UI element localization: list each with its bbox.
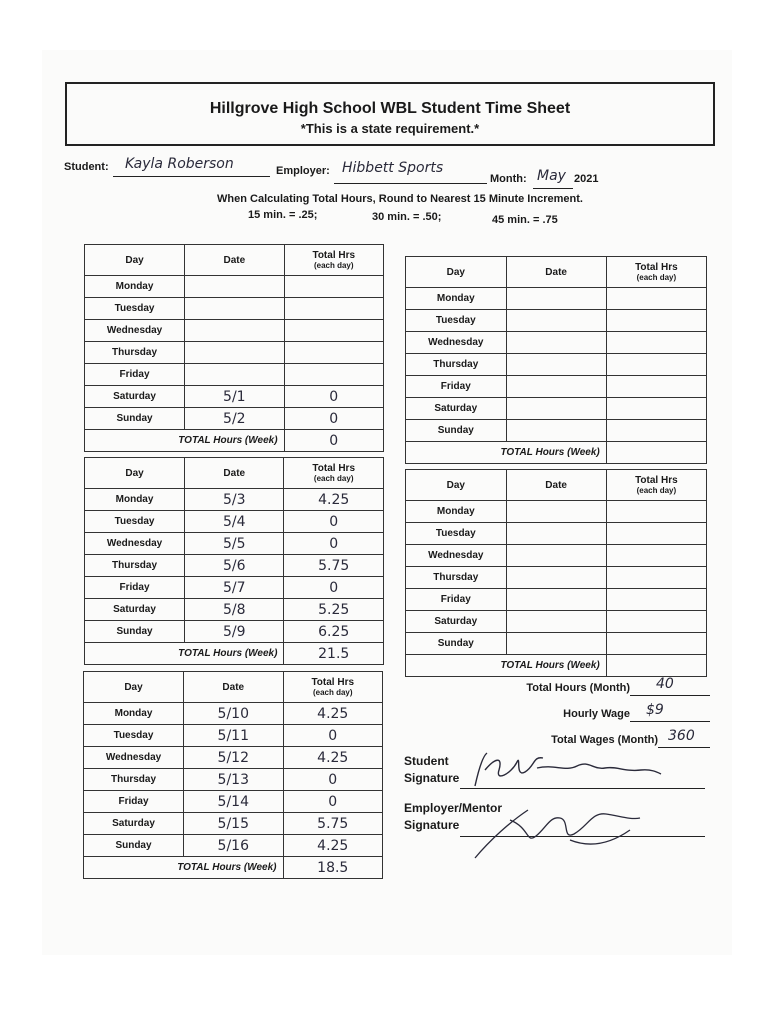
table-row (85, 408, 384, 430)
table-row (406, 611, 707, 633)
hours-cell[interactable]: 0 (283, 769, 383, 791)
table-row (406, 420, 707, 442)
hours-cell[interactable] (606, 633, 706, 655)
month-value: May (537, 168, 566, 184)
day-cell: Sunday (85, 621, 185, 643)
date-cell[interactable] (506, 545, 606, 567)
col-each-day-label: (each day) (313, 261, 354, 270)
date-cell[interactable] (185, 276, 284, 298)
hours-cell[interactable] (606, 501, 706, 523)
rounding-15: 15 min. = .25; (248, 209, 318, 221)
hours-cell[interactable]: 4.25 (283, 747, 383, 769)
student-sig-line1: Student (404, 754, 449, 768)
employer-sig-line2: Signature (404, 818, 460, 832)
date-cell[interactable]: 5/14 (184, 791, 283, 813)
date-cell[interactable]: 5/6 (185, 555, 284, 577)
week-total-value[interactable]: 21.5 (284, 643, 384, 665)
day-cell: Tuesday (406, 310, 507, 332)
week-total-value[interactable]: 0 (284, 430, 383, 452)
col-date: Date (506, 470, 606, 501)
table-row (85, 489, 384, 511)
table-row (85, 298, 384, 320)
total-hours-month-label: Total Hours (Month) (526, 682, 630, 694)
table-row (84, 835, 383, 857)
date-cell[interactable] (506, 633, 606, 655)
day-cell: Thursday (85, 555, 185, 577)
hours-cell[interactable]: 4.25 (283, 835, 383, 857)
table-row (85, 364, 384, 386)
table-header-row (85, 245, 384, 276)
total-hours-month-line (630, 695, 710, 696)
hours-cell[interactable]: 5.25 (284, 599, 384, 621)
day-cell: Saturday (85, 599, 185, 621)
col-day: Day (84, 672, 184, 703)
day-cell: Monday (84, 703, 184, 725)
student-name-value: Kayla Roberson (125, 156, 234, 172)
hours-cell[interactable]: 4.25 (283, 703, 383, 725)
student-signature-mark (465, 748, 665, 793)
date-cell[interactable]: 5/8 (185, 599, 284, 621)
date-cell[interactable] (506, 376, 606, 398)
day-cell: Saturday (406, 398, 507, 420)
date-cell[interactable]: 5/2 (185, 408, 284, 430)
table-row (85, 621, 384, 643)
day-cell: Sunday (406, 633, 507, 655)
day-cell: Saturday (84, 813, 184, 835)
day-cell: Saturday (85, 386, 185, 408)
employer-sig-line1: Employer/Mentor (404, 801, 503, 815)
date-cell[interactable] (506, 501, 606, 523)
week-total-value[interactable]: 18.5 (283, 857, 383, 879)
date-cell[interactable] (506, 589, 606, 611)
day-cell: Thursday (85, 342, 185, 364)
hours-cell[interactable]: 4.25 (284, 489, 384, 511)
total-wages-month-value: 360 (668, 728, 695, 744)
week-table-2 (84, 457, 384, 665)
day-cell: Saturday (406, 611, 507, 633)
table-row (85, 599, 384, 621)
week-total-label: TOTAL Hours (Week) (85, 430, 285, 452)
date-cell[interactable] (185, 342, 284, 364)
employer-label: Employer: (276, 165, 330, 177)
hours-cell[interactable]: 6.25 (284, 621, 384, 643)
hours-cell[interactable] (606, 310, 706, 332)
col-total-hrs (606, 257, 706, 288)
date-cell[interactable] (506, 288, 606, 310)
date-cell[interactable] (506, 354, 606, 376)
col-each-day-label: (each day) (312, 688, 353, 697)
week-total-label: TOTAL Hours (Week) (406, 442, 607, 464)
hours-cell[interactable]: 0 (283, 725, 383, 747)
total-wages-month-line (658, 747, 710, 748)
date-cell[interactable] (506, 567, 606, 589)
day-cell: Wednesday (406, 545, 507, 567)
table-row (406, 633, 707, 655)
date-cell[interactable] (506, 523, 606, 545)
table-row (406, 501, 707, 523)
date-cell[interactable]: 5/15 (184, 813, 283, 835)
col-total-hrs-label: Total Hrs (635, 475, 678, 486)
week-total-row (406, 655, 707, 677)
hours-cell[interactable] (606, 567, 706, 589)
col-total-hrs (284, 245, 383, 276)
table-row (85, 533, 384, 555)
week-table-5 (405, 469, 707, 677)
day-cell: Wednesday (85, 533, 185, 555)
employer-underline (334, 183, 487, 184)
day-cell: Tuesday (85, 511, 185, 533)
date-cell[interactable] (185, 298, 284, 320)
date-cell[interactable]: 5/16 (184, 835, 283, 857)
col-date: Date (185, 245, 284, 276)
hours-cell[interactable] (284, 364, 383, 386)
col-total-hrs-label: Total Hrs (312, 463, 356, 474)
table-row (406, 332, 707, 354)
title-box (65, 82, 715, 146)
week-table-1 (84, 244, 384, 452)
total-hours-month-value: 40 (656, 676, 674, 692)
month-label: Month: (490, 173, 527, 185)
day-cell: Friday (406, 376, 507, 398)
table-row (85, 276, 384, 298)
table-row (406, 376, 707, 398)
day-cell: Monday (406, 501, 507, 523)
table-row (406, 589, 707, 611)
table-row (85, 511, 384, 533)
day-cell: Wednesday (85, 320, 185, 342)
date-cell[interactable]: 5/10 (184, 703, 283, 725)
col-day: Day (406, 257, 507, 288)
day-cell: Sunday (85, 408, 185, 430)
date-cell[interactable]: 5/5 (185, 533, 284, 555)
date-cell[interactable]: 5/9 (185, 621, 284, 643)
date-cell[interactable] (506, 332, 606, 354)
day-cell: Sunday (84, 835, 184, 857)
day-cell: Tuesday (85, 298, 185, 320)
hourly-wage-label: Hourly Wage (563, 708, 630, 720)
col-each-day-label: (each day) (313, 474, 354, 483)
day-cell: Thursday (84, 769, 184, 791)
hours-cell[interactable] (606, 332, 706, 354)
hours-cell[interactable] (606, 354, 706, 376)
table-row (406, 354, 707, 376)
student-label: Student: (64, 161, 109, 173)
table-header-row (84, 672, 383, 703)
table-row (84, 813, 383, 835)
page-subtitle: *This is a state requirement.* (300, 121, 480, 136)
table-row (85, 577, 384, 599)
col-day: Day (85, 458, 185, 489)
rounding-30: 30 min. = .50; (372, 211, 442, 223)
week-total-value[interactable] (606, 442, 706, 464)
col-total-hrs (606, 470, 706, 501)
day-cell: Friday (406, 589, 507, 611)
week-table-3 (83, 671, 383, 879)
hours-cell[interactable]: 0 (284, 577, 384, 599)
date-cell[interactable]: 5/4 (185, 511, 284, 533)
week-total-row (85, 430, 384, 452)
month-underline (533, 188, 573, 189)
day-cell: Monday (406, 288, 507, 310)
date-cell[interactable]: 5/12 (184, 747, 283, 769)
table-row (84, 791, 383, 813)
hours-cell[interactable]: 0 (283, 791, 383, 813)
date-cell[interactable] (506, 420, 606, 442)
day-cell: Sunday (406, 420, 507, 442)
day-cell: Thursday (406, 567, 507, 589)
date-cell[interactable] (506, 611, 606, 633)
hourly-wage-value: $9 (646, 702, 664, 718)
col-each-day-label: (each day) (636, 273, 677, 282)
table-row (84, 703, 383, 725)
week-total-row (406, 442, 707, 464)
col-date: Date (184, 672, 283, 703)
col-day: Day (85, 245, 185, 276)
day-cell: Monday (85, 489, 185, 511)
hours-cell[interactable]: 0 (284, 511, 384, 533)
employer-name-value: Hibbett Sports (342, 160, 444, 176)
table-row (85, 320, 384, 342)
student-underline (113, 176, 270, 177)
day-cell: Friday (84, 791, 184, 813)
hours-cell[interactable] (284, 298, 383, 320)
table-row (406, 398, 707, 420)
table-row (406, 288, 707, 310)
hours-cell[interactable] (284, 276, 383, 298)
table-row (85, 386, 384, 408)
table-row (406, 523, 707, 545)
day-cell: Wednesday (406, 332, 507, 354)
hours-cell[interactable] (606, 523, 706, 545)
hours-cell[interactable]: 0 (284, 386, 383, 408)
hours-cell[interactable]: 0 (284, 408, 383, 430)
page-title: Hillgrove High School WBL Student Time Sheet (209, 100, 571, 117)
hours-cell[interactable] (606, 288, 706, 310)
hours-cell[interactable] (284, 342, 383, 364)
day-cell: Monday (85, 276, 185, 298)
day-cell: Thursday (406, 354, 507, 376)
table-header-row (406, 257, 707, 288)
date-cell[interactable]: 5/13 (184, 769, 283, 791)
table-header-row (406, 470, 707, 501)
week-table-4 (405, 256, 707, 464)
week-total-label: TOTAL Hours (Week) (84, 857, 284, 879)
hours-cell[interactable] (606, 398, 706, 420)
rounding-instruction: When Calculating Total Hours, Round to Nearest 15 Minute Increment. (217, 193, 583, 205)
student-sig-line2: Signature (404, 771, 460, 785)
student-signature-label (404, 753, 459, 787)
hourly-wage-line (630, 721, 710, 722)
table-header-row (85, 458, 384, 489)
table-row (84, 747, 383, 769)
hours-cell[interactable]: 5.75 (284, 555, 384, 577)
hours-cell[interactable] (606, 376, 706, 398)
col-date: Date (185, 458, 284, 489)
table-row (84, 769, 383, 791)
table-row (406, 567, 707, 589)
col-total-hrs-label: Total Hrs (635, 262, 678, 273)
col-each-day-label: (each day) (636, 486, 677, 495)
hours-cell[interactable] (606, 420, 706, 442)
table-row (85, 555, 384, 577)
col-total-hrs-label: Total Hrs (312, 250, 356, 261)
date-cell[interactable]: 5/3 (185, 489, 284, 511)
week-total-label: TOTAL Hours (Week) (85, 643, 284, 665)
date-cell[interactable] (185, 364, 284, 386)
col-total-hrs-label: Total Hrs (311, 677, 355, 688)
date-cell[interactable]: 5/7 (185, 577, 284, 599)
hours-cell[interactable] (284, 320, 383, 342)
week-total-value[interactable] (606, 655, 706, 677)
day-cell: Tuesday (84, 725, 184, 747)
rounding-45: 45 min. = .75 (492, 214, 558, 226)
date-cell[interactable] (506, 398, 606, 420)
day-cell: Friday (85, 577, 185, 599)
hours-cell[interactable] (606, 545, 706, 567)
date-cell[interactable] (506, 310, 606, 332)
day-cell: Wednesday (84, 747, 184, 769)
col-total-hrs (284, 458, 384, 489)
hours-cell[interactable]: 0 (284, 533, 384, 555)
table-row (406, 310, 707, 332)
week-total-label: TOTAL Hours (Week) (406, 655, 607, 677)
hours-cell[interactable]: 5.75 (283, 813, 383, 835)
table-row (406, 545, 707, 567)
date-cell[interactable] (185, 320, 284, 342)
day-cell: Friday (85, 364, 185, 386)
employer-signature-mark (470, 800, 660, 865)
col-date: Date (506, 257, 606, 288)
total-wages-month-label: Total Wages (Month) (551, 734, 658, 746)
date-cell[interactable]: 5/1 (185, 386, 284, 408)
table-row (84, 725, 383, 747)
col-day: Day (406, 470, 507, 501)
week-total-row (84, 857, 383, 879)
hours-cell[interactable] (606, 611, 706, 633)
date-cell[interactable]: 5/11 (184, 725, 283, 747)
week-total-row (85, 643, 384, 665)
year-value: 2021 (574, 173, 599, 185)
col-total-hrs (283, 672, 383, 703)
day-cell: Tuesday (406, 523, 507, 545)
hours-cell[interactable] (606, 589, 706, 611)
table-row (85, 342, 384, 364)
